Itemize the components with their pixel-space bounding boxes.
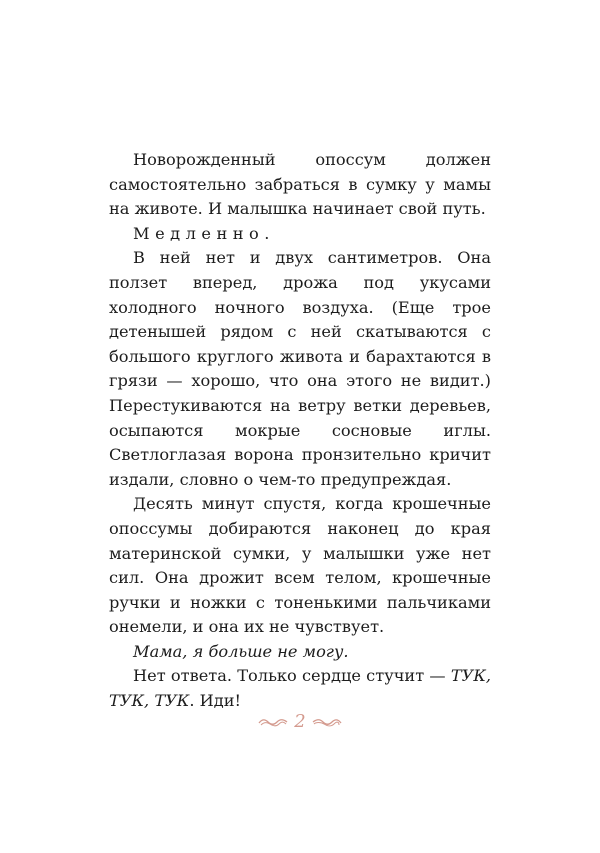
wave-flourish-icon: [312, 716, 342, 728]
heartbeat-2: ТУК, ТУК: [109, 691, 190, 711]
paragraph-5: Мама, я больше не могу.: [133, 641, 349, 661]
paragraph-6-tail: . Иди!: [189, 691, 242, 711]
paragraph-6-lead: Нет ответа. Только сердце стучит —: [133, 666, 451, 686]
paragraph-2: Медленно.: [133, 223, 275, 243]
paragraph-4: Десять минут спустя, когда крошечные опоссумы добираются наконец до края материнской сумки, у малышки уже нет сил. Она дрожит всем телом, крошечные ручки и ножки с тоненькими пальчиками онемели, и она их не чувствует.: [109, 494, 491, 637]
paragraph-1: Новорожденный опоссум должен самостоятельно забраться в сумку у мамы на животе. И малышка начинает свой путь.: [109, 150, 491, 219]
paragraph-3: В ней нет и двух сантиметров. Она ползет вперед, дрожа под укусами холодного ночного воздуха. (Еще трое детенышей рядом с ней скатываются с большого круглого живота и барахтаются в грязи — хорошо, что она этого не видит.) Перестукиваются на ветру ветки деревьев, осыпаются мокрые сосновые иглы. Светлоглазая ворона пронзительно кричит издали, словно о чем-то предупреждая.: [109, 248, 491, 489]
heartbeat-1: ТУК,: [450, 666, 491, 686]
page-folio: [0, 707, 600, 737]
body-text: [109, 148, 491, 714]
page-number: 2: [294, 711, 306, 732]
wave-flourish-icon: [258, 716, 288, 728]
